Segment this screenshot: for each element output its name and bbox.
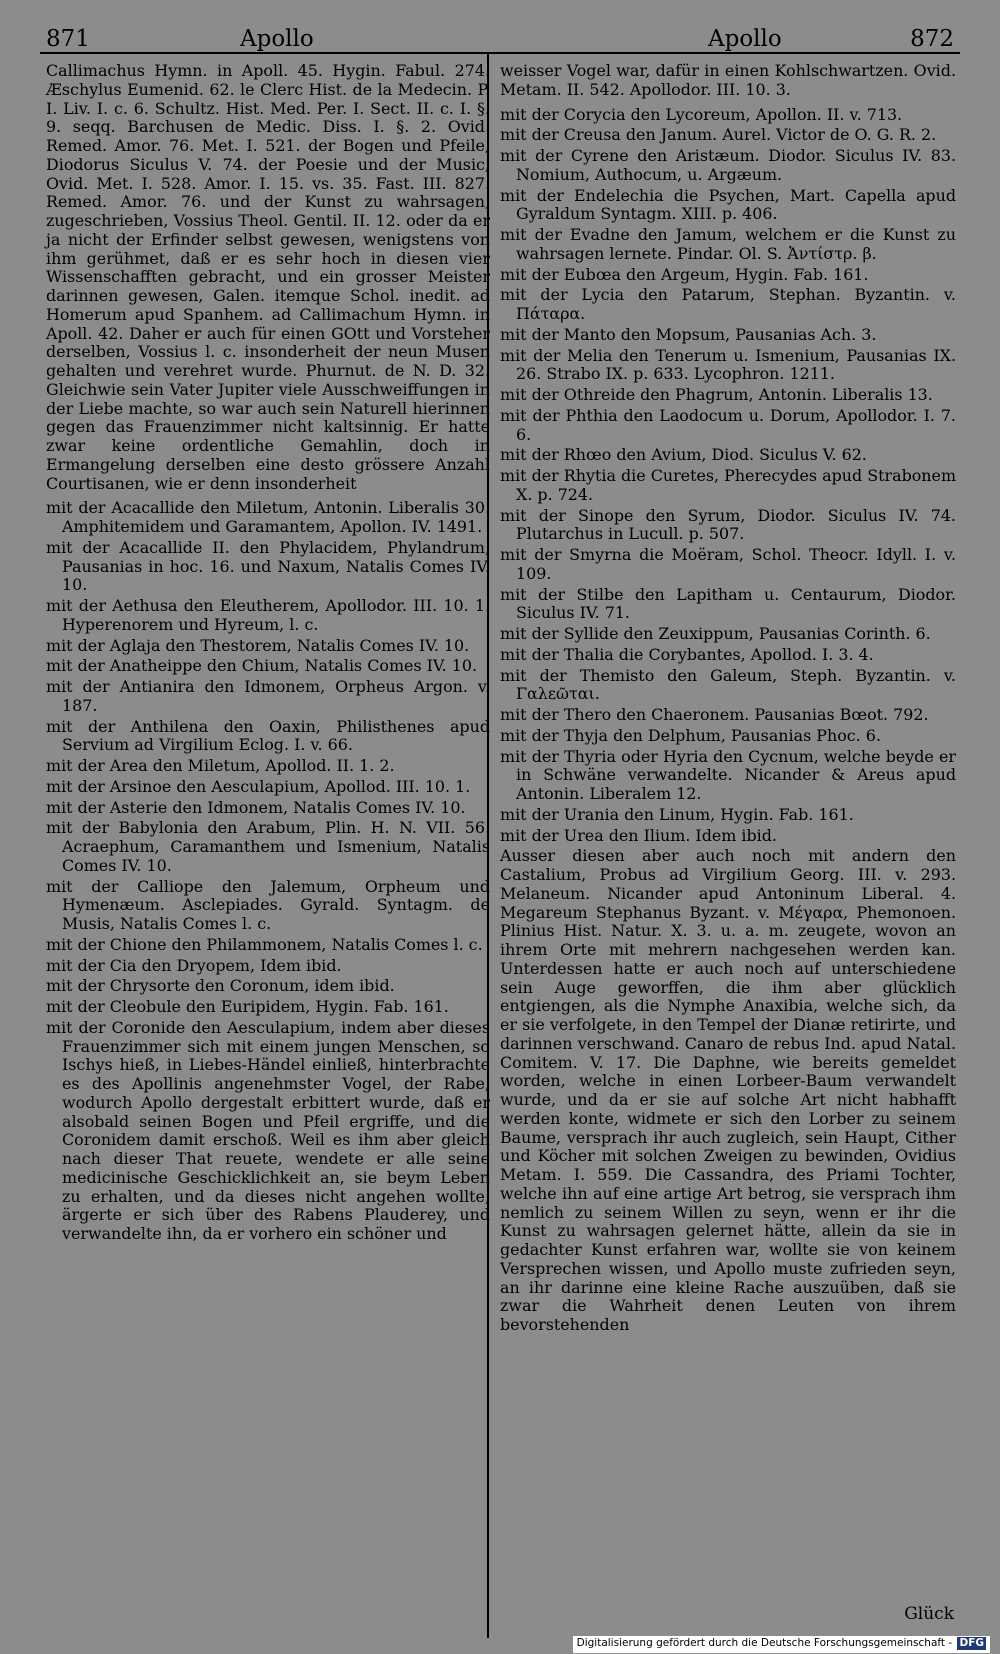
list-item: mit der Rhytia die Curetes, Pherecydes apud Strabonem X. p. 724. <box>500 466 957 504</box>
list-item: mit der Chrysorte den Coronum, idem ibid. <box>46 976 395 996</box>
list-item: mit der Asterie den Idmonem, Natalis Comes IV. 10. <box>46 797 466 817</box>
list-item: mit der Anthilena den Oaxin, Philisthenes apud Servium ad Virgilium Eclog. I. v. 66. <box>46 716 490 755</box>
list-item: mit der Cia den Dryopem, Idem ibid. <box>46 955 342 975</box>
list-item: mit der Stilbe den Lapitham u. Centaurum, Diodor. Siculus IV. 71. <box>500 584 956 623</box>
list-item: mit der Calliope den Jalemum, Orpheum und Hymenæum. Asclepiades. Gyrald. Syntagm. de Musis, Natalis Comes l. c. <box>46 876 490 933</box>
list-item: mit der Manto den Mopsum, Pausanias Ach. 3. <box>500 324 877 344</box>
list-item: mit der Anatheippe den Chium, Natalis Comes IV. 10. <box>46 656 478 676</box>
list-item: mit der Aethusa den Eleutherem, Apollodor. III. 10. 1. Hyperenorem und Hyreum, l. c. <box>46 596 490 634</box>
right-continuation-paragraph: weisser Vogel war, dafür in einen Kohlschwartzen. Ovid. Metam. II. 542. Apollodor. III. 10. 3. <box>500 61 956 99</box>
list-item: mit der Creusa den Janum. Aurel. Victor de O. G. R. 2. <box>500 125 937 145</box>
page-number-left: 871 <box>46 26 90 52</box>
list-item: mit der Acacallide II. den Phylacidem, Phylandrum, Pausanias in hoc. 16. und Naxum, Natalis Comes IV. 10. <box>46 537 490 595</box>
running-header <box>40 20 960 54</box>
list-item: mit der Thyja den Delphum, Pausanias Phoc. 6. <box>500 725 881 745</box>
list-item: mit der Area den Miletum, Apollod. II. 1. 2. <box>46 756 395 775</box>
page-number-right: 872 <box>910 26 954 52</box>
list-item: mit der Cyrene den Aristæum. Diodor. Siculus IV. 83. Nomium, Authocum, u. Argæum. <box>500 146 956 184</box>
list-item: mit der Eubœa den Argeum, Hygin. Fab. 161. <box>500 264 869 284</box>
list-item: mit der Lycia den Patarum, Stephan. Byzantin. v. Πάταρα. <box>500 285 956 323</box>
left-column <box>46 62 490 1246</box>
list-item: mit der Acacallide den Miletum, Antonin. Liberalis 30. Amphitemidem und Garamantem, Apollon. IV. 1491. <box>46 498 490 536</box>
left-intro-paragraph: Callimachus Hymn. in Apoll. 45. Hygin. Fabul. 274. Æschylus Eumenid. 62. le Clerc Hist. de la Medecin. P. I. Liv. I. c. 6. Schultz. Hist. Med. Per. I. Sect. II. c. I. §. 9. seqq. Barchusen de Medic. Diss. I. §. 2. Ovid. Remed. Amor. 76. Met. I. 521. der Bogen und Pfeile, Diodorus Siculus V. 74. der Poesie und der Music, Ovid. Met. I. 528. Amor. I. 15. vs. 35. Fast. III. 827. Remed. Amor. 76. und der Kunst zu wahrsagen, zugeschrieben, Vossius Theol. Gentil. II. 12. oder da er ja nicht der Erfinder selbst gewesen, wenigstens von ihm gerühmet, daß er es sehr hoch in diesen vier Wissenschafften gebracht, und ein grosser Meister darinnen gewesen, Galen. itemque Schol. inedit. ad Homerum apud Spanhem. ad Callimachum Hymn. in Apoll. 42. Daher er auch für einen GOtt und Vorsteher derselben, Vossius l. c. insonderheit der neun Musen gehalten und verehret wurde. Phurnut. de N. D. 32. Gleichwie sein Vater Jupiter viele Ausschweiffungen in der Liebe machte, so war auch sein Naturell hierinnen gegen das Frauenzimmer nicht kaltsinnig. Er hatte zwar keine ordentliche Gemahlin, doch in Ermangelung derselben eine desto grössere Anzahl Courtisanen, wie er denn insonderheit <box>46 61 490 493</box>
list-item: mit der Babylonia den Arabum, Plin. H. N. VII. 56. Acraephum, Caramanthem und Ismenium, Natalis Comes IV. 10. <box>46 818 490 875</box>
running-title-left: Apollo <box>240 26 314 52</box>
list-item: mit der Thalia die Corybantes, Apollod. I. 3. 4. <box>500 644 874 664</box>
list-item: mit der Urania den Linum, Hygin. Fab. 161. <box>500 804 854 824</box>
list-item: mit der Cleobule den Euripidem, Hygin. Fab. 161. <box>46 997 449 1016</box>
list-item: mit der Thero den Chaeronem. Pausanias Bœot. 792. <box>500 705 929 724</box>
footer-text: Digitalisierung gefördert durch die Deutsche Forschungsgemeinschaft - <box>576 1637 953 1649</box>
list-item: mit der Smyrna die Moëram, Schol. Theocr. Idyll. I. v. 109. <box>500 545 956 583</box>
list-item: mit der Thyria oder Hyria den Cycnum, welche beyde er in Schwäne verwandelte. Nicander & Areus apud Antonin. Liberalem 12. <box>500 746 956 803</box>
left-entry-list <box>46 499 490 1244</box>
right-closing-paragraph: Ausser diesen aber auch noch mit andern den Castalium, Probus ad Virgilium Georg. III. v. 293. Melaneum. Nicander apud Antoninum Liberal. 4. Megareum Stephanus Byzant. v. Μέγαρα, Phemonoen. Plinius Hist. Natur. X. 3. u. a. m. zeugete, wovon an ihrem Orte mit mehrern nachgesehen werden kan. Unterdessen hatte er auch noch auf unterschiedene sein Auge geworffen, die ihm aber glücklich entgiengen, als die Nymphe Anaxibia, welche sich, da er sie verfolgete, in den Tempel der Dianæ retirirte, und darinnen verschwand. Canaro de rebus Ind. apud Natal. Comitem. V. 17. Die Daphne, wie bereits gemeldet worden, welche in einen Lorbeer-Baum verwandelt wurde, und da er sie auf solche Art nicht habhafft werden konte, widmete er sich den Lorber zu seinem Baume, versprach ihr auch zugleich, sein Haupt, Cither und Köcher mit solchen Zweigen zu bewinden, Ovidius Metam. I. 559. Die Cassandra, des Priami Tochter, welche ihn auf eine artige Art betrog, sie versprach ihm nemlich zu seinem Willen zu seyn, wenn er ihr die Kunst zu wahrsagen gelernet hätte, allein da sie in gedachter Kunst erfahren war, wollte sie von keinem Versprechen wissen, und Apollo muste zufrieden seyn, an ihr darinne eine kleine Rache auszuüben, daß sie zwar die Wahrheit denen Leuten von ihrem bevorstehenden <box>500 846 956 1334</box>
list-item: mit der Othreide den Phagrum, Antonin. Liberalis 13. <box>500 385 933 404</box>
list-item: mit der Evadne den Jamum, welchem er die Kunst zu wahrsagen lernete. Pindar. Ol. S. Ἀντίστρ. β. <box>500 225 956 263</box>
list-item: mit der Coronide den Aesculapium, indem aber dieses Frauenzimmer sich mit einem jungen Menschen, so Ischys hieß, in Liebes-Händel einließ, hinterbrachte es des Apollinis angenehmster Vogel, der Rabe, wodurch Apollo dergestalt erbittert wurde, daß er alsobald seinen Bogen und Pfeil ergriffe, und die Coronidem damit erschoß. Weil es ihm aber gleich nach dieser That reuete, wendete er alle seine medicinische Geschicklichkeit an, sie beym Leben zu erhalten, und da dieses nicht angehen wollte, ärgerte er sich über des Rabens Plauderey, und verwandelte ihn, da er vorhero ein schöner und <box>46 1017 490 1243</box>
list-item: mit der Urea den Ilium. Idem ibid. <box>500 825 777 845</box>
list-item: mit der Aglaja den Thestorem, Natalis Comes IV. 10. <box>46 635 470 655</box>
header-rule <box>40 52 960 54</box>
list-item: mit der Corycia den Lycoreum, Apollon. II. v. 713. <box>500 104 903 124</box>
dfg-logo: DFG <box>959 1637 984 1649</box>
list-item: mit der Melia den Tenerum u. Ismenium, Pausanias IX. 26. Strabo IX. p. 633. Lycophron. 1211. <box>500 345 956 384</box>
list-item: mit der Arsinoe den Aesculapium, Apollod. III. 10. 1. <box>46 776 471 796</box>
right-column <box>500 62 956 1341</box>
list-item: mit der Rhœo den Avium, Diod. Siculus V. 62. <box>500 445 867 465</box>
running-title-right: Apollo <box>708 26 782 52</box>
list-item: mit der Antianira den Idmonem, Orpheus Argon. v. 187. <box>46 677 490 715</box>
list-item: mit der Endelechia die Psychen, Mart. Capella apud Gyraldum Syntagm. XIII. p. 406. <box>500 185 956 224</box>
list-item: mit der Syllide den Zeuxippum, Pausanias Corinth. 6. <box>500 624 931 643</box>
list-item: mit der Phthia den Laodocum u. Dorum, Apollodor. I. 7. 6. <box>500 405 956 444</box>
right-entry-list <box>500 106 956 846</box>
list-item: mit der Sinope den Syrum, Diodor. Siculus IV. 74. Plutarchus in Lucull. p. 507. <box>500 505 956 544</box>
list-item: mit der Chione den Philammonem, Natalis Comes l. c. <box>46 934 483 954</box>
catchword: Glück <box>904 1604 954 1624</box>
footer-credit <box>573 1636 990 1653</box>
list-item: mit der Themisto den Galeum, Steph. Byzantin. v. Γαλεῶται. <box>500 665 956 704</box>
